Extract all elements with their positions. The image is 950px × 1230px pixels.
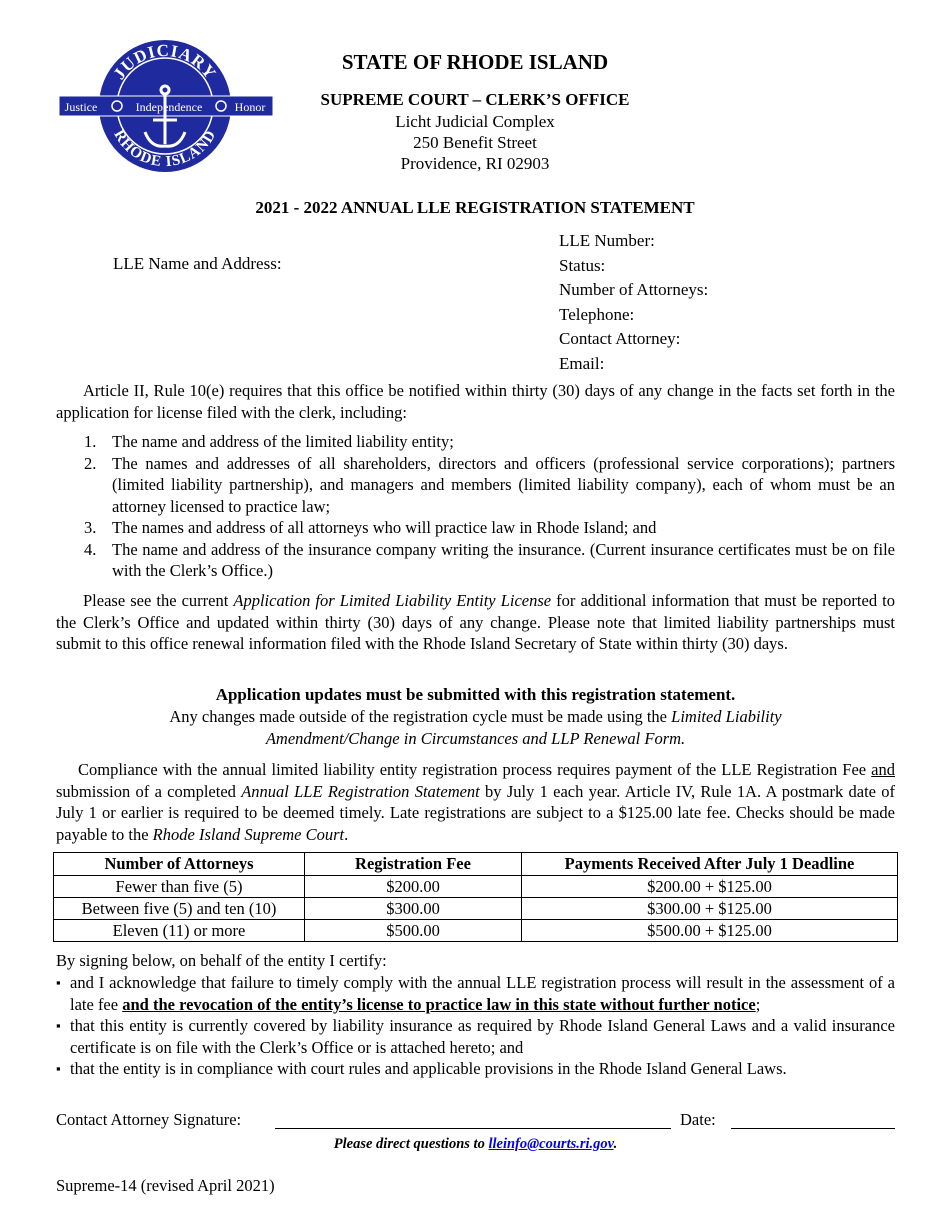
questions-note: Please direct questions to lleinfo@courts.ri.gov.	[333, 1136, 618, 1152]
bullet-icon: ▪	[56, 1018, 61, 1033]
field-number-of-attorneys: Number of Attorneys:	[559, 280, 709, 300]
address-line-3: Providence, RI 02903	[400, 154, 550, 173]
judiciary-seal-logo	[57, 38, 275, 174]
seal-band-middle: Independence	[135, 100, 203, 114]
bullet-icon: ▪	[56, 975, 61, 990]
seal-band-left: Justice	[64, 100, 98, 114]
field-contact-attorney: Contact Attorney:	[559, 329, 681, 349]
lle-name-address-label: LLE Name and Address:	[113, 254, 282, 273]
certify-bullets	[56, 972, 895, 1080]
list-item: 1. The name and address of the limited liability entity;	[84, 432, 454, 451]
list-item: 2. The names and addresses of all shareholders, directors and officers (professional service corporations); partners (limited liability partnership), and managers and members (limited liability company), each of whom must be an attorney licensed to practice law;	[84, 453, 895, 516]
table-cell: $200.00	[305, 876, 522, 898]
change-items-list	[56, 431, 895, 582]
table-cell: $500.00 + $125.00	[522, 920, 898, 942]
registration-fields	[559, 229, 708, 377]
state-title: STATE OF RHODE ISLAND	[341, 50, 609, 74]
table-row	[54, 920, 898, 942]
table-cell: Eleven (11) or more	[54, 920, 305, 942]
see-application-paragraph: Please see the current Application for Limited Liability Entity License for additional information that must be reported to the Clerk’s Office and updated within thirty (30) days of any change. Please note that limited liability partnerships must submit to this office renewal information filed with the Rhode Island Secretary of State within thirty (30) days.	[56, 591, 895, 654]
seal-band-right: Honor	[234, 100, 266, 114]
list-item: 4. The name and address of the insurance company writing the insurance. (Current insurance certificates must be on file with the Clerk’s Office.)	[84, 539, 895, 580]
intro-paragraph: Article II, Rule 10(e) requires that this office be notified within thirty (30) days of any change in the facts set forth in the application for license filed with the clerk, including:	[56, 381, 895, 422]
fee-table	[53, 852, 898, 942]
table-cell: $300.00	[305, 898, 522, 920]
list-item: 3. The names and address of all attorneys who will practice law in Rhode Island; and	[84, 518, 657, 537]
field-email: Email:	[559, 353, 605, 373]
compliance-paragraph: Compliance with the annual limited liability entity registration process requires payment of the LLE Registration Fee and submission of a completed Annual LLE Registration Statement by July 1 each year. Article IV, Rule 1A. A postmark date of July 1 or earlier is required to be deemed timely. Late registrations are subject to a $125.00 late fee. Checks should be made payable to the Rhode Island Supreme Court.	[56, 760, 895, 844]
table-cell: Between five (5) and ten (10)	[54, 898, 305, 920]
list-item: ▪ that this entity is currently covered by liability insurance as required by Rhode Island General Laws and a valid insurance certificate is on file with the Clerk’s Office or is attached hereto; and	[56, 1016, 895, 1057]
statement-title: 2021 - 2022 ANNUAL LLE REGISTRATION STATEMENT	[255, 198, 695, 217]
field-telephone: Telephone:	[559, 304, 635, 324]
table-cell: $200.00 + $125.00	[522, 876, 898, 898]
address-line-2: 250 Benefit Street	[413, 133, 537, 152]
seal-bottom-text: RHODE ISLAND	[110, 127, 220, 171]
column-header: Number of Attorneys	[54, 853, 305, 876]
seal-top-text: JUDICIARY	[109, 40, 221, 83]
table-row	[54, 876, 898, 898]
signature-label: Contact Attorney Signature:	[56, 1110, 242, 1129]
table-header-row	[54, 853, 898, 876]
form-footer: Supreme-14 (revised April 2021)	[56, 1176, 275, 1195]
date-label: Date:	[680, 1110, 716, 1129]
date-line[interactable]	[731, 1128, 895, 1129]
address-line-1: Licht Judicial Complex	[395, 112, 555, 131]
column-header: Payments Received After July 1 Deadline	[522, 853, 898, 876]
certify-intro: By signing below, on behalf of the entity I certify:	[56, 951, 387, 970]
list-item: ▪ that the entity is in compliance with court rules and applicable provisions in the Rhode Island General Laws.	[56, 1059, 787, 1078]
field-lle-number: LLE Number:	[559, 231, 655, 250]
updates-form-note: Any changes made outside of the registration cycle must be made using the Limited Liability Amendment/Change in Circumstances and LLP Renewal Form.	[169, 707, 782, 748]
updates-notice: Application updates must be submitted with this registration statement.	[215, 685, 736, 704]
table-cell: Fewer than five (5)	[54, 876, 305, 898]
field-status: Status:	[559, 255, 606, 275]
signature-line[interactable]	[275, 1128, 671, 1129]
email-link[interactable]: lleinfo@courts.ri.gov	[488, 1136, 614, 1152]
table-cell: $500.00	[305, 920, 522, 942]
column-header: Registration Fee	[305, 853, 522, 876]
bullet-icon: ▪	[56, 1061, 61, 1076]
table-row	[54, 898, 898, 920]
list-item: ▪ and I acknowledge that failure to timely comply with the annual LLE registration process will result in the assessment of a late fee and the revocation of the entity’s license to practice law in this state without further notice;	[56, 973, 895, 1014]
table-cell: $300.00 + $125.00	[522, 898, 898, 920]
office-title: SUPREME COURT – CLERK’S OFFICE	[320, 90, 630, 109]
